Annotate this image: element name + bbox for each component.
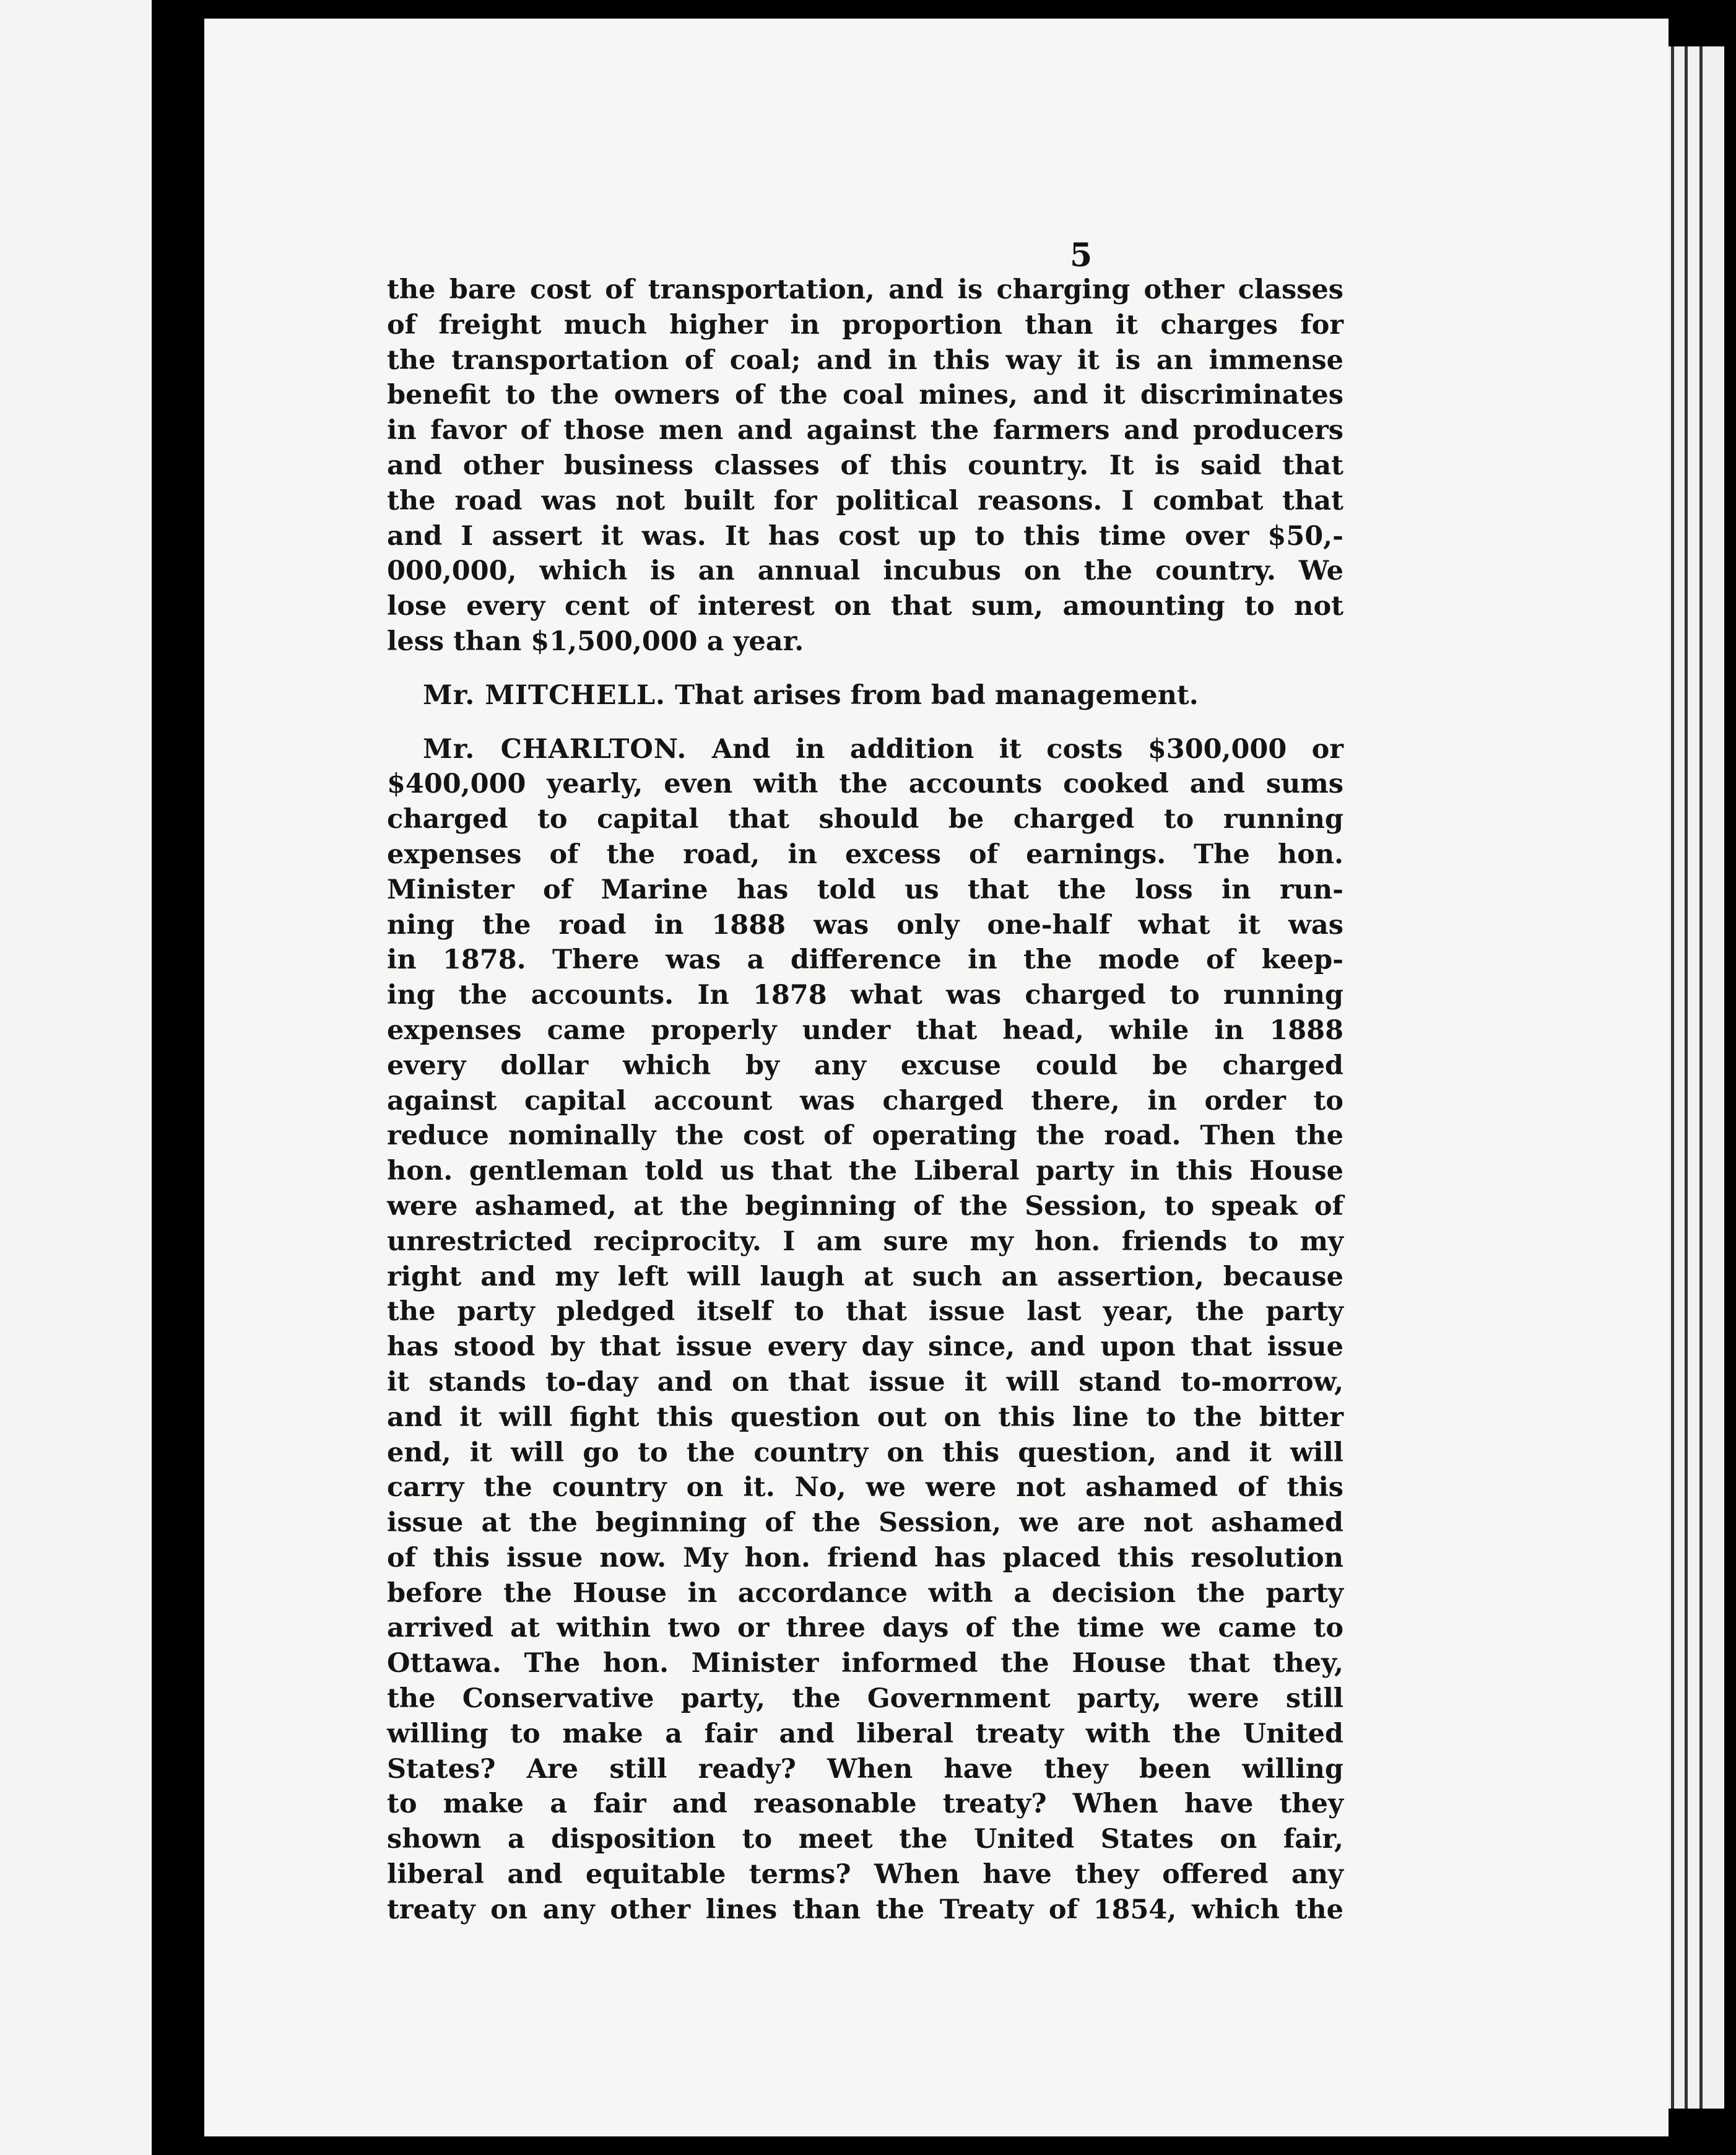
text-line: the bare cost of transportation, and is charging other classes [387,274,1343,305]
text-line: it stands to-day and on that issue it will stand to-morrow, [387,1366,1343,1398]
page-number: 5 [1070,237,1093,274]
text-line: and I assert it was. It has cost up to this time over $50,- [387,520,1343,552]
text-line: hon. gentleman told us that the Liberal party in this House [387,1156,1343,1187]
speech-mitchell [387,678,1343,713]
text-line: charged to capital that should be charged to running [387,804,1343,835]
text-line: issue at the beginning of the Session, we are not ashamed [387,1507,1343,1539]
page-edge-line [1671,46,1674,2109]
page-edge-line [1699,46,1703,2109]
text-line: has stood by that issue every day since, and upon that issue [387,1331,1343,1363]
facing-page-left [0,0,152,2155]
text-line: end, it will go to the country on this question, and it will [387,1437,1343,1468]
text-line: ning the road in 1888 was only one-half what it was [387,909,1343,941]
text-line: right and my left will laugh at such an assertion, because [387,1261,1343,1292]
text-line: carry the country on it. No, we were not ashamed of this [387,1472,1343,1504]
text-line: arrived at within two or three days of the time we came to [387,1613,1343,1644]
speech-text: That arises from bad management. [675,679,1199,711]
text-line: unrestricted reciprocity. I am sure my hon. friends to my [387,1226,1343,1257]
text-line: against capital account was charged there, in order to [387,1085,1343,1117]
text-line: and it will fight this question out on this line to the bitter [387,1401,1343,1433]
page-stack-edges [1669,46,1724,2109]
text-line: ing the accounts. In 1878 what was charged to running [387,980,1343,1011]
text-line: and other business classes of this country. It is said that [387,450,1343,481]
text-line: reduce nominally the cost of operating the road. Then the [387,1120,1343,1152]
text-line: shown a disposition to meet the United States on fair, [387,1824,1343,1855]
text-line: States? Are still ready? When have they been willing [387,1753,1343,1785]
text-line: of this issue now. My hon. friend has placed this resolution [387,1542,1343,1574]
text-line: benefit to the owners of the coal mines, and it discriminates [387,380,1343,411]
text-line: expenses came properly under that head, while in 1888 [387,1014,1343,1046]
text-line: in favor of those men and against the farmers and producers [387,415,1343,446]
text-line: were ashamed, at the beginning of the Session, to speak of [387,1190,1343,1222]
text-line: the Conservative party, the Government party, were still [387,1683,1343,1715]
body-text [387,272,1343,1928]
page-edge-line [1685,46,1688,2109]
text-line: less than $1,500,000 a year. [387,625,804,657]
text-line: Minister of Marine has told us that the loss in run- [387,874,1343,905]
speech-text: And in addition it costs $300,000 or [711,733,1343,765]
text-line: $400,000 yearly, even with the accounts cooked and sums [387,768,1343,800]
speaker-name: Mr. MITCHELL. [423,679,666,711]
text-line: Ottawa. The hon. Minister informed the House that they, [387,1648,1343,1679]
text-line: the road was not built for political reasons. I combat that [387,485,1343,516]
text-line: expenses of the road, in excess of earnings. The hon. [387,838,1343,870]
text-line: before the House in accordance with a decision the party [387,1577,1343,1609]
text-line: liberal and equitable terms? When have they offered any [387,1859,1343,1891]
speaker-name: Mr. CHARLTON. [423,733,687,765]
text-line: treaty on any other lines than the Treaty of 1854, which the [387,1894,1343,1925]
text-line: lose every cent of interest on that sum, amounting to not [387,591,1343,622]
text-line: in 1878. There was a difference in the mode of keep- [387,944,1343,976]
text-line: willing to make a fair and liberal treaty with the United [387,1718,1343,1749]
text-line: every dollar which by any excuse could be charged [387,1050,1343,1081]
text-line: of freight much higher in proportion than it charges for [387,309,1343,341]
text-line: the transportation of coal; and in this way it is an immense [387,344,1343,376]
text-line: 000,000, which is an annual incubus on the country. We [387,555,1343,587]
text-line: to make a fair and reasonable treaty? When have they [387,1788,1343,1820]
speech-charlton [387,732,1343,767]
text-line: the party pledged itself to that issue last year, the party [387,1296,1343,1328]
